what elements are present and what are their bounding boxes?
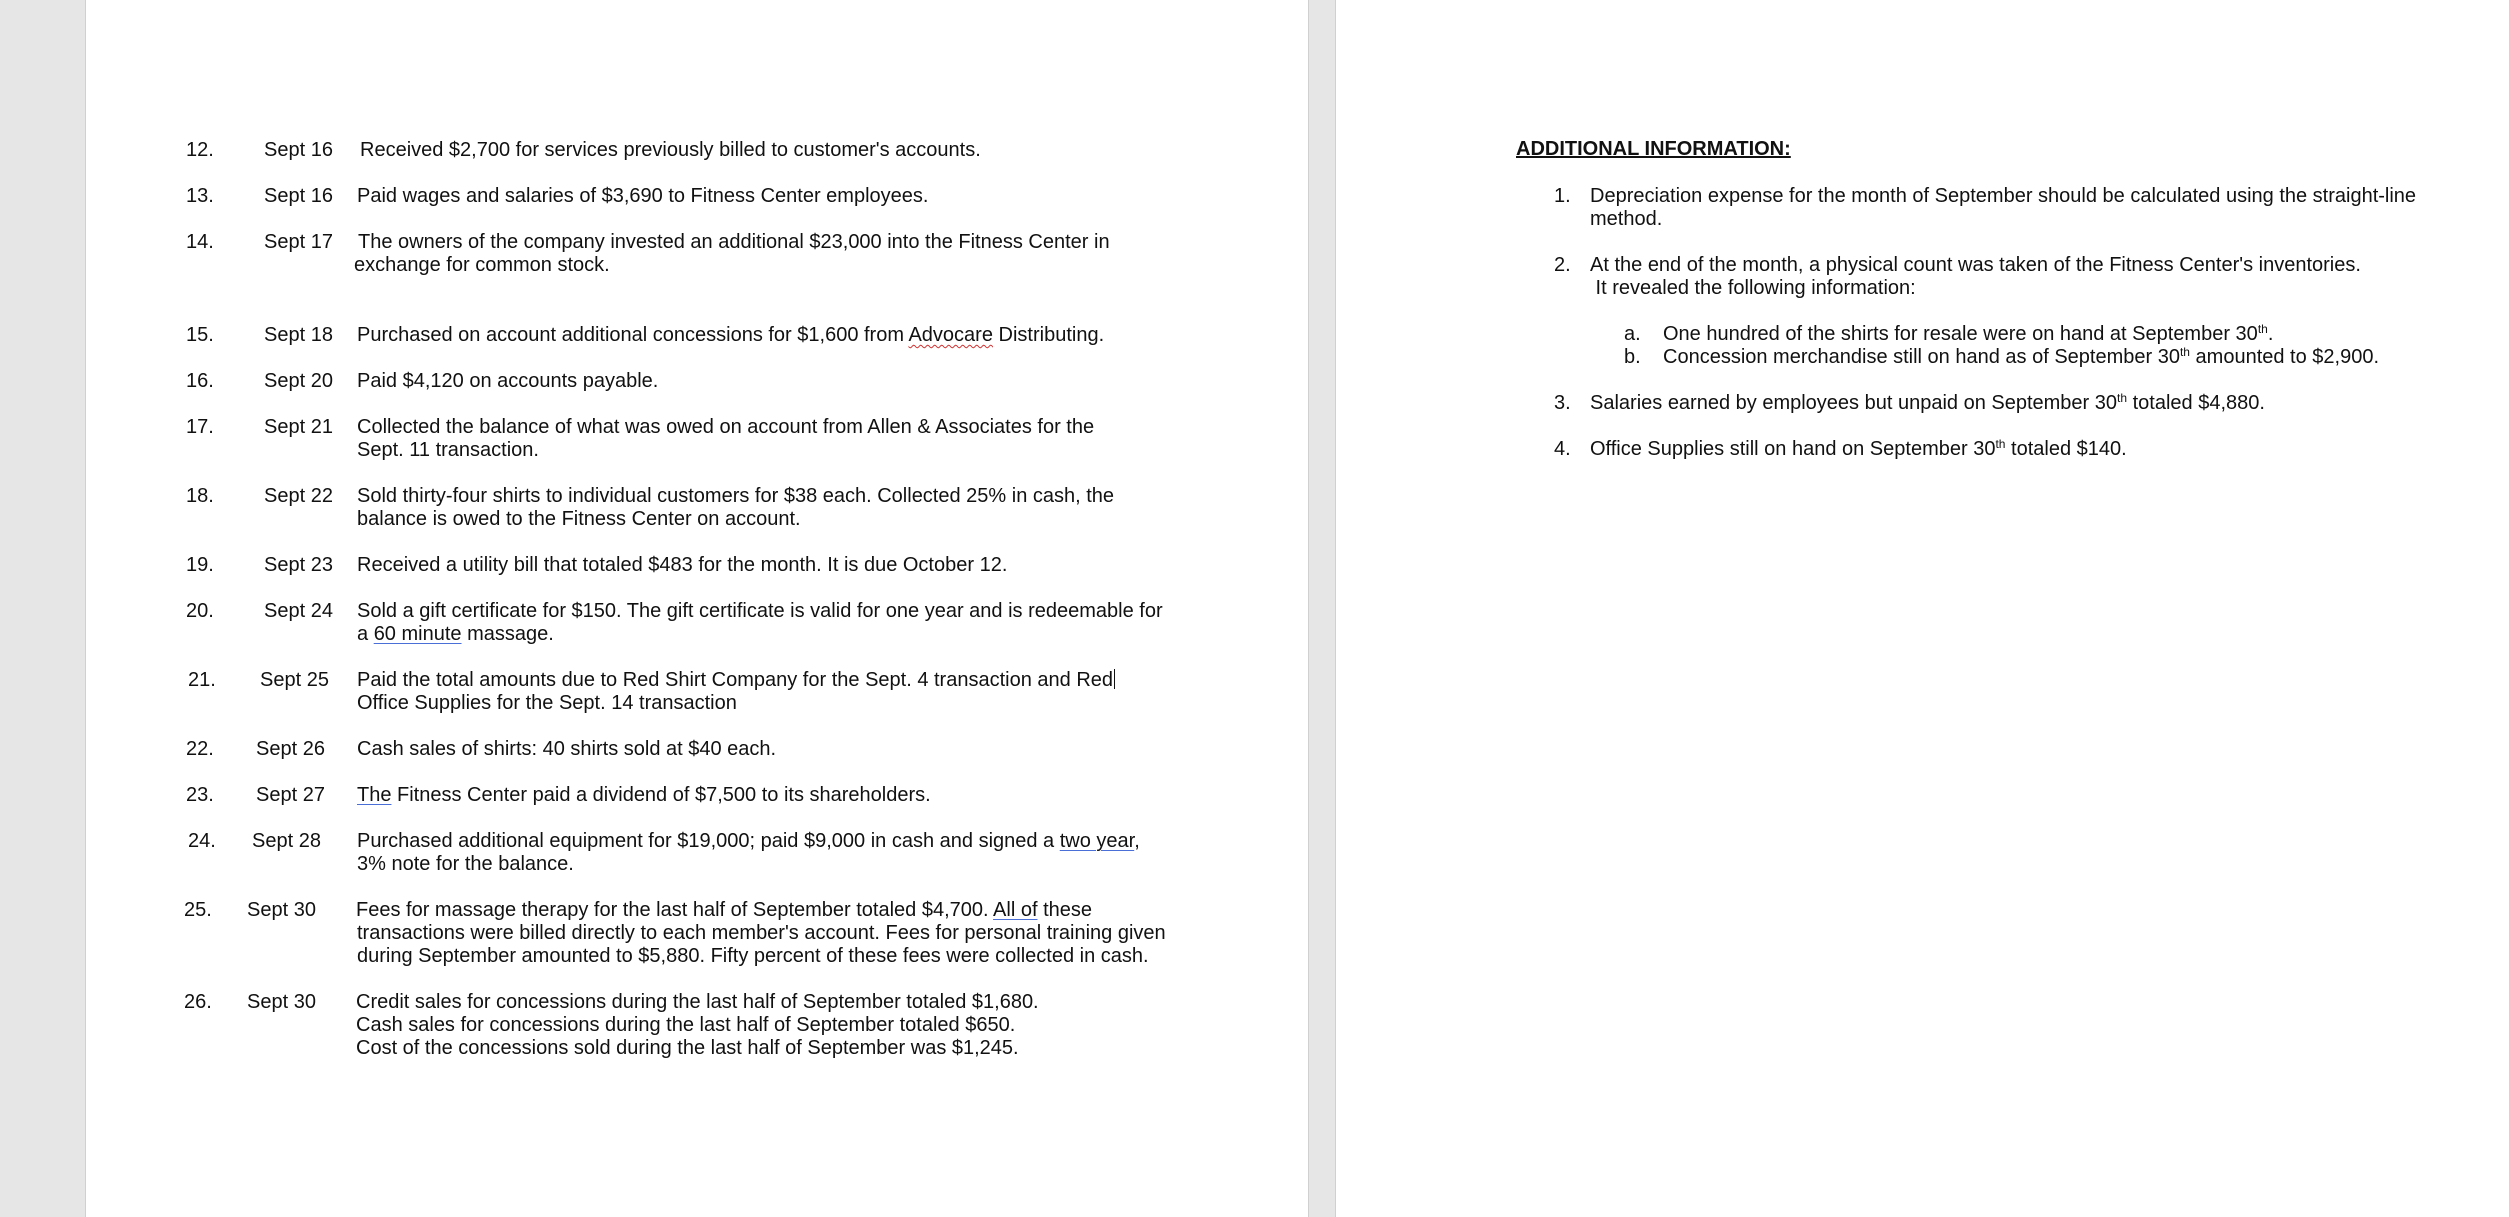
text-line: Concession merchandise still on hand as of September 30th amounted to $2,900. <box>1663 345 2380 368</box>
text-line: exchange for common stock. <box>354 254 610 276</box>
transaction-number: 18. <box>186 485 214 507</box>
transaction-description[interactable] <box>356 991 1206 1060</box>
text-line: method. <box>1590 208 1663 230</box>
text-line: One hundred of the shirts for resale were on hand at September 30th. <box>1663 322 2274 345</box>
item-text[interactable] <box>1590 185 2416 231</box>
item-text[interactable] <box>1663 346 2379 369</box>
transaction-description[interactable] <box>357 738 1207 761</box>
transaction-date: Sept 21 <box>264 416 333 438</box>
transaction-number: 21. <box>188 669 216 691</box>
text-line: Sold thirty-four shirts to individual customers for $38 each. Collected 25% in cash, the <box>357 485 1115 507</box>
text-line: 3% note for the balance. <box>357 853 574 875</box>
item-number: 1. <box>1554 185 1571 207</box>
transaction-number: 23. <box>186 784 214 806</box>
text-line: Received $2,700 for services previously billed to customer's accounts. <box>360 139 981 161</box>
document-page-right <box>1336 0 2509 1217</box>
transaction-description[interactable] <box>357 485 1207 531</box>
transaction-number: 26. <box>184 991 212 1013</box>
item-number: 2. <box>1554 254 1571 276</box>
transaction-description[interactable] <box>356 899 1206 968</box>
transaction-date: Sept 30 <box>247 991 316 1013</box>
grammar-flag[interactable]: two year <box>1059 830 1135 852</box>
transaction-description[interactable] <box>354 231 1204 277</box>
transaction-description[interactable] <box>357 784 1207 807</box>
item-number: 3. <box>1554 392 1571 414</box>
text-line: It revealed the following information: <box>1590 277 1916 299</box>
text-cursor <box>1114 669 1115 689</box>
text-line: Salaries earned by employees but unpaid on September 30th totaled $4,880. <box>1590 391 2265 414</box>
item-number: 4. <box>1554 438 1571 460</box>
transaction-date: Sept 22 <box>264 485 333 507</box>
text-line: a 60 minute massage. <box>357 623 554 645</box>
transaction-date: Sept 25 <box>260 669 329 691</box>
text-line: Paid the total amounts due to Red Shirt Company for the Sept. 4 transaction and Red <box>357 669 1114 691</box>
text-line: Credit sales for concessions during the last half of September totaled $1,680. <box>356 991 1039 1013</box>
document-page-left <box>86 0 1308 1217</box>
text-line: Cash sales for concessions during the last half of September totaled $650. <box>356 1014 1016 1036</box>
transaction-description[interactable] <box>357 416 1207 462</box>
item-text[interactable] <box>1590 438 2127 461</box>
text-line: Paid wages and salaries of $3,690 to Fitness Center employees. <box>357 185 929 207</box>
item-letter: b. <box>1624 346 1641 368</box>
transaction-number: 14. <box>186 231 214 253</box>
text-line: transactions were billed directly to each member's account. Fees for personal training given <box>357 922 1166 944</box>
transaction-date: Sept 16 <box>264 185 333 207</box>
transaction-date: Sept 26 <box>256 738 325 760</box>
text-line: Office Supplies still on hand on September 30th totaled $140. <box>1590 437 2127 460</box>
item-text[interactable] <box>1590 392 2265 415</box>
transaction-date: Sept 16 <box>264 139 333 161</box>
item-letter: a. <box>1624 323 1641 345</box>
text-line: during September amounted to $5,880. Fifty percent of these fees were collected in cash. <box>357 945 1149 967</box>
text-line: Cash sales of shirts: 40 shirts sold at $40 each. <box>357 738 777 760</box>
transaction-number: 12. <box>186 139 214 161</box>
text-line: Received a utility bill that totaled $483 for the month. It is due October 12. <box>357 554 1008 576</box>
transaction-date: Sept 24 <box>264 600 333 622</box>
transaction-date: Sept 30 <box>247 899 316 921</box>
text-line: Depreciation expense for the month of September should be calculated using the straight-line <box>1590 185 2417 207</box>
transaction-date: Sept 18 <box>264 324 333 346</box>
item-text[interactable] <box>1590 254 2361 300</box>
transaction-number: 25. <box>184 899 212 921</box>
text-line: At the end of the month, a physical count was taken of the Fitness Center's inventories. <box>1590 254 2361 276</box>
text-line: Cost of the concessions sold during the last half of September was $1,245. <box>356 1037 1019 1059</box>
transaction-number: 15. <box>186 324 214 346</box>
transaction-number: 24. <box>188 830 216 852</box>
text-line: Office Supplies for the Sept. 14 transaction <box>357 692 737 714</box>
transaction-description[interactable] <box>357 324 1207 347</box>
item-text[interactable] <box>1663 323 2273 346</box>
transaction-date: Sept 17 <box>264 231 333 253</box>
grammar-flag[interactable]: The <box>357 784 392 806</box>
grammar-flag[interactable]: 60 minute <box>373 623 462 645</box>
text-line: The Fitness Center paid a dividend of $7,500 to its shareholders. <box>357 784 931 806</box>
transaction-number: 13. <box>186 185 214 207</box>
text-line: Sept. 11 transaction. <box>357 439 539 461</box>
transaction-number: 19. <box>186 554 214 576</box>
transaction-description[interactable] <box>360 139 1210 162</box>
transaction-date: Sept 27 <box>256 784 325 806</box>
transaction-description[interactable] <box>357 554 1207 577</box>
transaction-description[interactable] <box>357 370 1207 393</box>
transaction-number: 16. <box>186 370 214 392</box>
text-line: The owners of the company invested an additional $23,000 into the Fitness Center in <box>358 231 1110 253</box>
transaction-number: 20. <box>186 600 214 622</box>
transaction-description[interactable] <box>357 185 1207 208</box>
grammar-flag[interactable]: All of <box>993 899 1038 921</box>
text-line: Sold a gift certificate for $150. The gift certificate is valid for one year and is redeemable for <box>357 600 1163 622</box>
transaction-description[interactable] <box>357 600 1207 646</box>
transaction-number: 17. <box>186 416 214 438</box>
transaction-description[interactable] <box>357 830 1207 876</box>
text-line: Fees for massage therapy for the last half of September totaled $4,700. All of these <box>356 899 1092 921</box>
additional-information-heading: ADDITIONAL INFORMATION: <box>1516 138 1791 160</box>
text-line: Paid $4,120 on accounts payable. <box>357 370 659 392</box>
text-line: balance is owed to the Fitness Center on account. <box>357 508 801 530</box>
transaction-number: 22. <box>186 738 214 760</box>
transaction-date: Sept 28 <box>252 830 321 852</box>
transaction-date: Sept 20 <box>264 370 333 392</box>
transaction-description[interactable] <box>357 669 1207 715</box>
text-line: Collected the balance of what was owed on account from Allen & Associates for the <box>357 416 1095 438</box>
transaction-date: Sept 23 <box>264 554 333 576</box>
spelling-flag[interactable]: Advocare <box>908 324 993 346</box>
text-line: Purchased on account additional concessions for $1,600 from Advocare Distributing. <box>357 324 1105 346</box>
text-line: Purchased additional equipment for $19,000; paid $9,000 in cash and signed a two year, <box>357 830 1140 852</box>
